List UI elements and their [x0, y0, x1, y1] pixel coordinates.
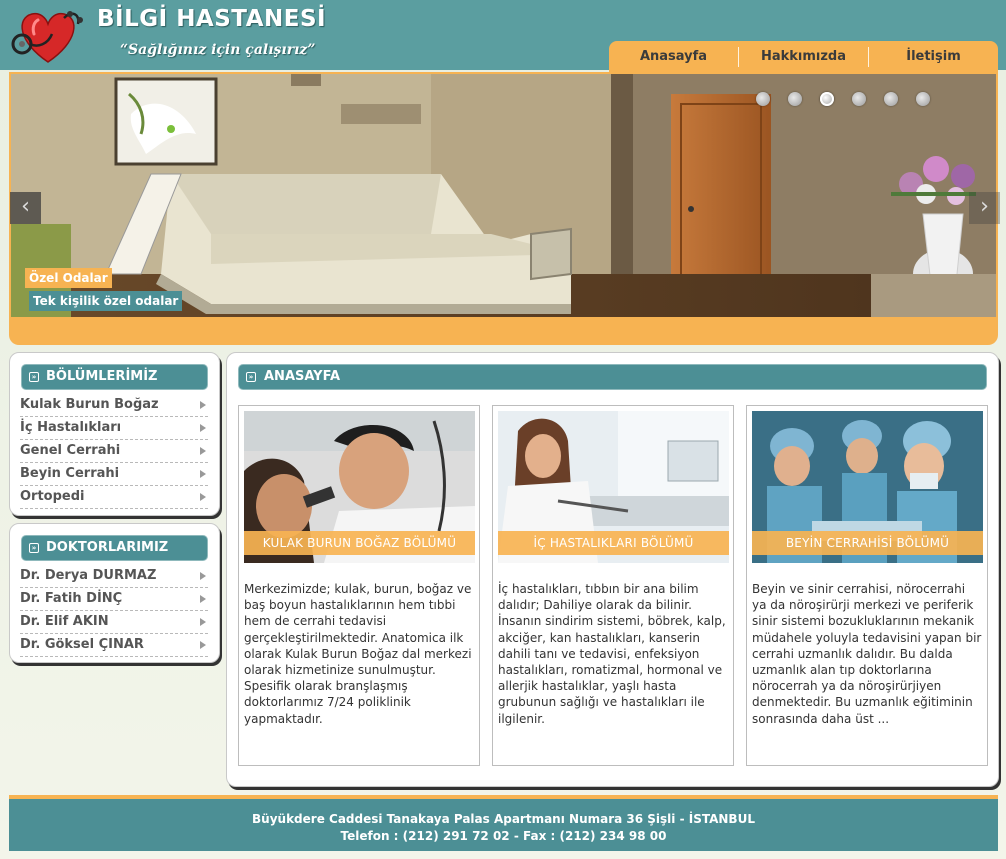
chevron-right-icon: [200, 424, 206, 432]
chevron-right-icon: [200, 595, 206, 603]
department-card-neuro: [746, 405, 988, 766]
card-text-ent: Merkezimizde; kulak, burun, boğaz ve baş boyun hastalıklarının hem tıbbi hem de cerrahi tedavisi gerçekleştirilmektedir. Anatomica ilk olarak Kulak Burun Boğaz dal merkezi olarak hizmetinize sunulmuştur. Spesifik olarak branşlaşmış doktorlarımız 7/24 poliklinik yapmaktadır.: [244, 582, 472, 726]
card-label-neuro[interactable]: BEYİN CERRAHİSİ BÖLÜMÜ: [752, 531, 983, 555]
department-label: Ortopedi: [20, 489, 85, 504]
department-item[interactable]: [20, 394, 208, 417]
doctors-title: DOKTORLARIMIZ: [46, 540, 169, 555]
nav-home[interactable]: Anasayfa: [609, 47, 739, 67]
doctors-box: [9, 523, 220, 663]
card-image-ent[interactable]: [244, 411, 475, 563]
slider-dot[interactable]: [788, 92, 802, 106]
department-label: Beyin Cerrahi: [20, 466, 120, 481]
card-image-neuro[interactable]: [752, 411, 983, 563]
department-item[interactable]: [20, 417, 208, 440]
chevron-right-icon: [200, 618, 206, 626]
chevron-right-icon: [200, 572, 206, 580]
department-label: Kulak Burun Boğaz: [20, 397, 159, 412]
department-item[interactable]: [20, 486, 208, 509]
departments-title: BÖLÜMLERİMİZ: [46, 369, 158, 384]
card-text-internal: İç hastalıkları, tıbbın bir ana bilim dalıdır; Dahiliye olarak da bilinir. İnsanın sindirim sistemi, böbrek, kalp, akciğer, kan hastalıkları, kanserin dahili tanı ve tedavisi, enfeksiyon hastalıkları, romatizmal, hormonal ve allerjik hastalıklar, yaşlı hasta grubunun sağlığı ve hastalıkları ile ilgilenir.: [498, 582, 726, 726]
slide-caption-title: Özel Odalar: [25, 268, 112, 288]
chevron-right-icon: [200, 470, 206, 478]
departments-header: [21, 364, 208, 390]
card-text-neuro: Beyin ve sinir cerrahisi, nörocerrahi ya da nöroşirürji merkezi ve periferik sinir sistemi bozukluklarının mekanik müdahele yoluyla tedavisini yapan bir cerrahi uzmanlık dalıdır. Bu dalda uzmanlık alan tıp doktorlarına nörocerrah ya da nöroşirürjiyen denmektedir. Bu uzmanlık eğitiminin sonrasında daha üst ...: [752, 582, 982, 726]
top-navigation: [609, 41, 998, 73]
departments-box: [9, 352, 220, 516]
card-label-internal[interactable]: İÇ HASTALIKLARI BÖLÜMÜ: [498, 531, 729, 555]
brand-title: BİLGİ HASTANESİ: [97, 6, 327, 32]
chevron-right-icon: [200, 401, 206, 409]
slider-image[interactable]: [11, 74, 996, 317]
doctor-item[interactable]: [20, 565, 208, 588]
nav-contact[interactable]: İletişim: [906, 49, 961, 64]
department-label: İç Hastalıkları: [20, 420, 122, 435]
hospital-logo[interactable]: [8, 4, 88, 68]
chevron-right-icon: ›: [980, 194, 989, 219]
doctor-item[interactable]: [20, 588, 208, 611]
footer: [9, 795, 998, 851]
nav-about[interactable]: Hakkımızda: [739, 47, 869, 67]
chevron-right-icon: [200, 493, 206, 501]
main-header: [238, 364, 987, 390]
chevron-left-icon: ‹: [21, 194, 30, 219]
slider-dot[interactable]: [916, 92, 930, 106]
slider-dot[interactable]: [884, 92, 898, 106]
bullet-arrow-icon: »: [246, 372, 256, 382]
chevron-right-icon: [200, 641, 206, 649]
doctor-label: Dr. Derya DURMAZ: [20, 568, 157, 583]
slogan: “Sağlığınız için çalışırız”: [120, 42, 316, 58]
doctors-header: [21, 535, 208, 561]
slider-dot[interactable]: [756, 92, 770, 106]
slider-prev-button[interactable]: [10, 192, 41, 224]
slide-caption-subtitle: Tek kişilik özel odalar: [29, 291, 182, 311]
chevron-right-icon: [200, 447, 206, 455]
department-card-ent: [238, 405, 480, 766]
bullet-arrow-icon: »: [29, 372, 39, 382]
department-card-internal: [492, 405, 734, 766]
department-label: Genel Cerrahi: [20, 443, 121, 458]
slider-next-button[interactable]: [969, 192, 1000, 224]
bullet-arrow-icon: »: [29, 543, 39, 553]
footer-phone: Telefon : (212) 291 72 02 - Fax : (212) 234 98 00: [340, 829, 667, 843]
card-label-ent[interactable]: KULAK BURUN BOĞAZ BÖLÜMÜ: [244, 531, 475, 555]
card-image-internal[interactable]: [498, 411, 729, 563]
slider-dot-active[interactable]: [820, 92, 834, 106]
main-content: [226, 352, 999, 787]
footer-address: Büyükdere Caddesi Tanakaya Palas Apartmanı Numara 36 Şişli - İSTANBUL: [252, 812, 755, 826]
department-item[interactable]: [20, 463, 208, 486]
doctor-item[interactable]: [20, 611, 208, 634]
departments-list: [20, 394, 208, 509]
department-item[interactable]: [20, 440, 208, 463]
slider-dot[interactable]: [852, 92, 866, 106]
doctor-label: Dr. Elif AKIN: [20, 614, 109, 629]
doctor-label: Dr. Fatih DİNÇ: [20, 591, 123, 606]
main-title: ANASAYFA: [264, 369, 341, 384]
doctor-label: Dr. Göksel ÇINAR: [20, 637, 144, 652]
doctors-list: [20, 565, 208, 657]
slider-pagination: [756, 92, 930, 106]
doctor-item[interactable]: [20, 634, 208, 657]
